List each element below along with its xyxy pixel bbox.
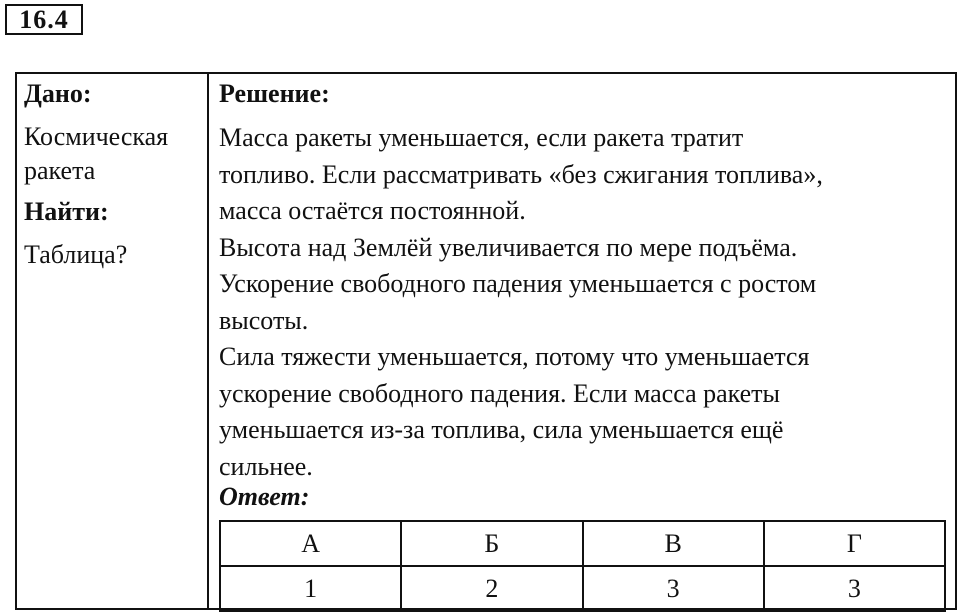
task-number: 16.4	[5, 4, 83, 35]
given-column	[24, 76, 204, 272]
find-label: Найти:	[24, 197, 109, 226]
solution-line: Ускорение свободного падения уменьшается с ростом	[219, 269, 817, 298]
solution-line: Сила тяжести уменьшается, потому что уменьшается	[219, 342, 810, 371]
given-label: Дано:	[24, 79, 92, 108]
solution-line: топливо. Если рассматривать «без сжигания топлива»,	[219, 159, 823, 189]
answer-value-cell: 1	[220, 566, 401, 611]
answer-value-cell: 2	[401, 566, 582, 611]
answer-table	[219, 520, 946, 612]
solution-line: ускорение свободного падения. Если масса ракеты	[219, 378, 781, 408]
answer-header-cell: В	[583, 521, 764, 566]
column-divider	[207, 72, 209, 610]
answer-header-row	[220, 521, 945, 566]
solution-label: Решение:	[219, 79, 330, 108]
solution-line: Высота над Землёй увеличивается по мере подъёма.	[219, 232, 798, 262]
answer-header-cell: А	[220, 521, 401, 566]
solution-line: уменьшается из-за топлива, сила уменьшается ещё	[219, 415, 784, 444]
solution-line: Масса ракеты уменьшается, если ракета тратит	[219, 123, 744, 152]
solution-line: масса остаётся постоянной.	[219, 196, 526, 225]
answer-header-cell: Г	[764, 521, 945, 566]
solution-line: высоты.	[219, 305, 309, 335]
answer-value-cell: 3	[583, 566, 764, 611]
answer-value-cell: 3	[764, 566, 945, 611]
solution-column	[219, 76, 949, 485]
answer-label: Ответ:	[219, 482, 310, 511]
given-line: Космическая	[24, 122, 169, 151]
find-value: Таблица?	[24, 240, 128, 269]
given-line: ракета	[24, 156, 96, 185]
answer-value-row	[220, 566, 945, 611]
solution-line: сильнее.	[219, 451, 313, 481]
answer-header-cell: Б	[401, 521, 582, 566]
